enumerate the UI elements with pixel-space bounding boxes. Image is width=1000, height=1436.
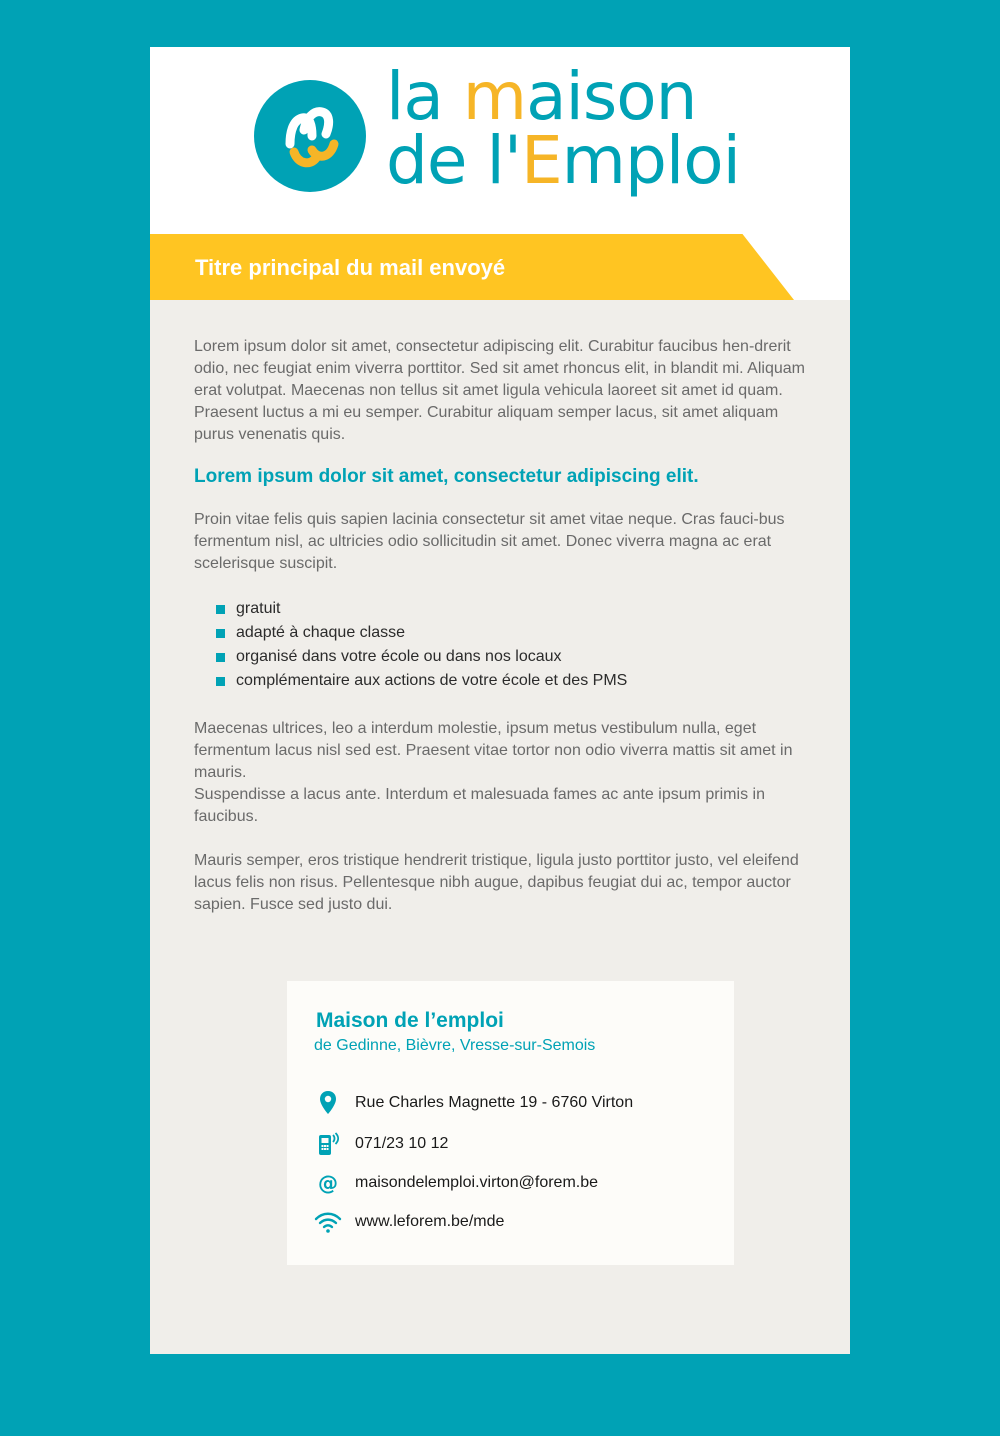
- website-link[interactable]: www.leforem.be/mde: [355, 1213, 505, 1230]
- bullet-square-icon: [216, 629, 225, 638]
- feature-list: [216, 597, 627, 693]
- contact-subtitle: de Gedinne, Bièvre, Vresse-sur-Semois: [314, 1037, 596, 1054]
- title-banner-area: [150, 234, 850, 300]
- paragraph-3: Maecenas ultrices, leo a interdum molestie, ipsum metus vestibulum nulla, eget fermentum lacus nisl sed est. Praesent vitae tortor non odio viverra mattis sit amet in mauris.: [194, 720, 793, 781]
- list-item: complémentaire aux actions de votre école et des PMS: [216, 669, 627, 693]
- contact-name: Maison de l’emploi: [316, 1009, 504, 1032]
- list-item: adapté à chaque classe: [216, 621, 627, 645]
- bullet-square-icon: [216, 677, 225, 686]
- map-pin-icon: [313, 1088, 343, 1118]
- intro-paragraph: Lorem ipsum dolor sit amet, consectetur adipiscing elit. Curabitur faucibus hen-drerit odio, nec feugiat enim viverra porttitor. Sed sit amet rhoncus elit, in blandit mi. Aliquam erat volutpat. Maecenas non tellus sit amet ligula vehicula laoreet sit amet id quam. Praesent luctus a mi eu semper. Curabitur aliquam semper lacus, sit amet aliquam purus venenatis quis.: [194, 338, 805, 443]
- page-title: Titre principal du mail envoyé: [195, 255, 506, 280]
- email-link[interactable]: maisondelemploi.virton@forem.be: [355, 1174, 599, 1191]
- header: [150, 47, 850, 234]
- bullet-square-icon: [216, 653, 225, 662]
- paragraph-4: Suspendisse a lacus ante. Interdum et malesuada fames ac ante ipsum primis in faucibus.: [194, 786, 765, 825]
- email-card: [150, 47, 850, 1354]
- logo-wordmark: [386, 58, 740, 199]
- contact-box: [287, 981, 734, 1265]
- paragraph-5: Mauris semper, eros tristique hendrerit tristique, ligula justo porttitor justo, vel eleifend lacus felis non risus. Pellentesque nibh augue, dapibus feugiat dui ac, tempor auctor sapien. Fusce sed justo dui.: [194, 852, 799, 913]
- mobile-phone-icon: [313, 1129, 343, 1159]
- section-subtitle: Lorem ipsum dolor sit amet, consectetur adipiscing elit.: [194, 466, 699, 487]
- paragraph-2: Proin vitae felis quis sapien lacinia consectetur sit amet vitae neque. Cras fauci-bus fermentum nisl, ac ultricies odio sollicitudin sit amet. Donec viverra magna ac erat scelerisque suscipit.: [194, 511, 785, 572]
- list-item: gratuit: [216, 597, 627, 621]
- mde-logo-icon: [254, 80, 366, 192]
- list-item: organisé dans votre école ou dans nos locaux: [216, 645, 627, 669]
- svg-text:@: @: [318, 1171, 338, 1195]
- logo-line-2: de l'Emploi: [386, 122, 740, 199]
- wifi-icon: [313, 1207, 343, 1237]
- at-sign-icon: [313, 1168, 343, 1198]
- bullet-square-icon: [216, 605, 225, 614]
- address-text: Rue Charles Magnette 19 - 6760 Virton: [355, 1094, 634, 1111]
- logo-line-1: la maison: [386, 58, 697, 135]
- phone-text: 071/23 10 12: [355, 1135, 449, 1152]
